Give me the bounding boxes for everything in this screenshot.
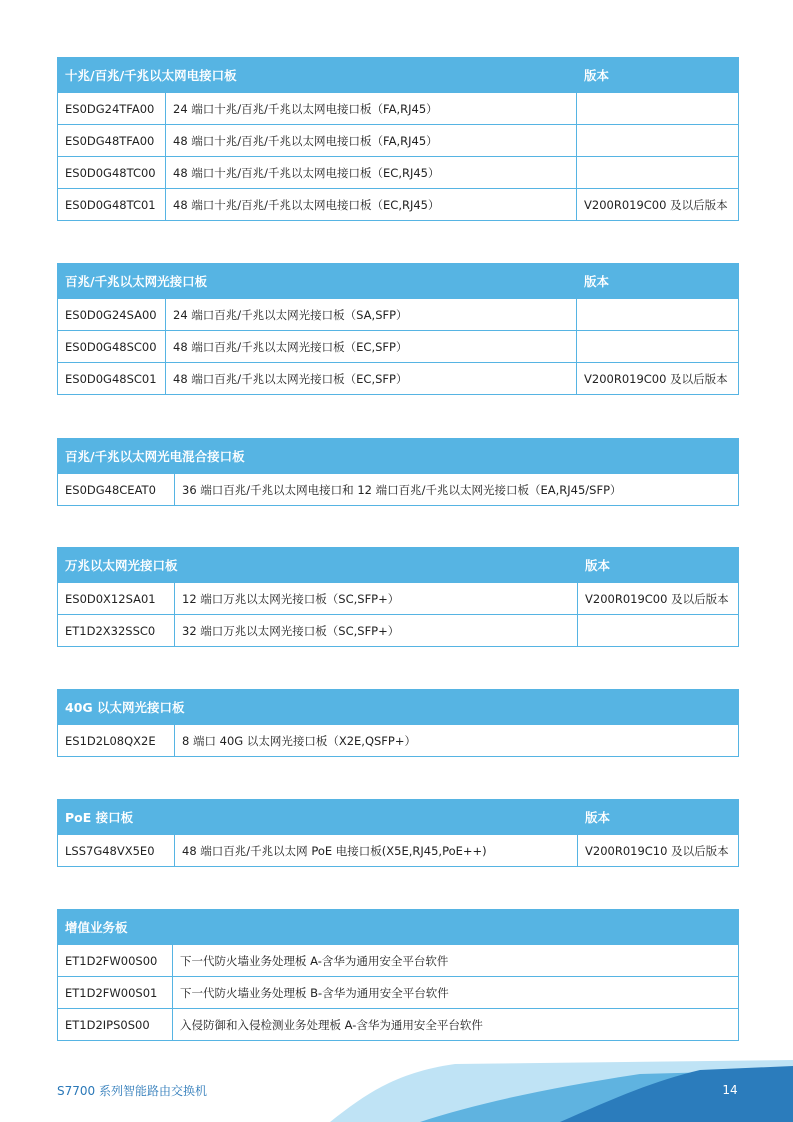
table-header-title: 十兆/百兆/千兆以太网电接口板 (58, 58, 577, 93)
board-code: ES0D0X12SA01 (58, 583, 175, 615)
board-description: 12 端口万兆以太网光接口板（SC,SFP+） (175, 583, 578, 615)
board-code: ES0D0G48TC01 (58, 189, 166, 221)
board-description: 下一代防火墙业务处理板 B-含华为通用安全平台软件 (173, 977, 739, 1009)
table-header-row (58, 548, 739, 583)
table-row (58, 474, 739, 506)
table-header-row (58, 800, 739, 835)
table-row (58, 583, 739, 615)
table-row (58, 189, 739, 221)
board-code: ET1D2FW00S01 (58, 977, 173, 1009)
board-code: ES0D0G48SC01 (58, 363, 166, 395)
table-row (58, 363, 739, 395)
table-row (58, 977, 739, 1009)
table-10ge-optical-boards (57, 547, 739, 647)
table-row (58, 331, 739, 363)
table-row (58, 725, 739, 757)
table-header-row (58, 58, 739, 93)
board-code: ET1D2FW00S00 (58, 945, 173, 977)
table-poe-boards (57, 799, 739, 867)
board-code: ET1D2IPS0S00 (58, 1009, 173, 1041)
board-version (577, 93, 739, 125)
table-row (58, 945, 739, 977)
board-version (578, 615, 739, 647)
board-description: 48 端口十兆/百兆/千兆以太网电接口板（FA,RJ45） (166, 125, 577, 157)
board-description: 8 端口 40G 以太网光接口板（X2E,QSFP+） (175, 725, 739, 757)
board-description: 24 端口百兆/千兆以太网光接口板（SA,SFP） (166, 299, 577, 331)
board-version (577, 331, 739, 363)
board-description: 48 端口百兆/千兆以太网光接口板（EC,SFP） (166, 363, 577, 395)
board-code: ES0DG48TFA00 (58, 125, 166, 157)
table-header-row (58, 439, 739, 474)
table-header-title: 增值业务板 (58, 910, 739, 945)
table-row (58, 615, 739, 647)
table-row (58, 299, 739, 331)
board-description: 48 端口十兆/百兆/千兆以太网电接口板（EC,RJ45） (166, 157, 577, 189)
table-header-version: 版本 (578, 800, 739, 835)
board-code: ET1D2X32SSC0 (58, 615, 175, 647)
table-value-added-boards (57, 909, 739, 1041)
table-header-row (58, 264, 739, 299)
board-code: LSS7G48VX5E0 (58, 835, 175, 867)
footer-title: S7700 系列智能路由交换机 (57, 1084, 207, 1098)
table-row (58, 835, 739, 867)
table-header-title: PoE 接口板 (58, 800, 578, 835)
table-header-title: 百兆/千兆以太网光电混合接口板 (58, 439, 739, 474)
board-description: 入侵防御和入侵检测业务处理板 A-含华为通用安全平台软件 (173, 1009, 739, 1041)
board-version: V200R019C10 及以后版本 (578, 835, 739, 867)
board-description: 48 端口十兆/百兆/千兆以太网电接口板（EC,RJ45） (166, 189, 577, 221)
board-description: 32 端口万兆以太网光接口板（SC,SFP+） (175, 615, 578, 647)
table-row (58, 157, 739, 189)
table-ge-optical-boards (57, 263, 739, 395)
table-row (58, 125, 739, 157)
board-version (577, 157, 739, 189)
board-code: ES0D0G48TC00 (58, 157, 166, 189)
board-code: ES0DG48CEAT0 (58, 474, 175, 506)
table-header-title: 百兆/千兆以太网光接口板 (58, 264, 577, 299)
table-header-title: 万兆以太网光接口板 (58, 548, 578, 583)
table-ge-hybrid-boards (57, 438, 739, 506)
board-code: ES0DG24TFA00 (58, 93, 166, 125)
board-version: V200R019C00 及以后版本 (577, 363, 739, 395)
table-row (58, 93, 739, 125)
board-code: ES0D0G24SA00 (58, 299, 166, 331)
board-description: 36 端口百兆/千兆以太网电接口和 12 端口百兆/千兆以太网光接口板（EA,RJ45/SFP） (175, 474, 739, 506)
board-description: 48 端口百兆/千兆以太网 PoE 电接口板(X5E,RJ45,PoE++) (175, 835, 578, 867)
page-number: 14 (722, 1083, 738, 1097)
board-description: 24 端口十兆/百兆/千兆以太网电接口板（FA,RJ45） (166, 93, 577, 125)
table-header-row (58, 690, 739, 725)
board-code: ES1D2L08QX2E (58, 725, 175, 757)
table-header-version: 版本 (577, 264, 739, 299)
table-header-version: 版本 (578, 548, 739, 583)
table-header-title: 40G 以太网光接口板 (58, 690, 739, 725)
table-header-row (58, 910, 739, 945)
table-row (58, 1009, 739, 1041)
board-version: V200R019C00 及以后版本 (578, 583, 739, 615)
table-header-version: 版本 (577, 58, 739, 93)
table-40ge-optical-boards (57, 689, 739, 757)
board-code: ES0D0G48SC00 (58, 331, 166, 363)
board-description: 下一代防火墙业务处理板 A-含华为通用安全平台软件 (173, 945, 739, 977)
board-version (577, 125, 739, 157)
board-version: V200R019C00 及以后版本 (577, 189, 739, 221)
table-ge-electrical-boards (57, 57, 739, 221)
board-version (577, 299, 739, 331)
board-description: 48 端口百兆/千兆以太网光接口板（EC,SFP） (166, 331, 577, 363)
